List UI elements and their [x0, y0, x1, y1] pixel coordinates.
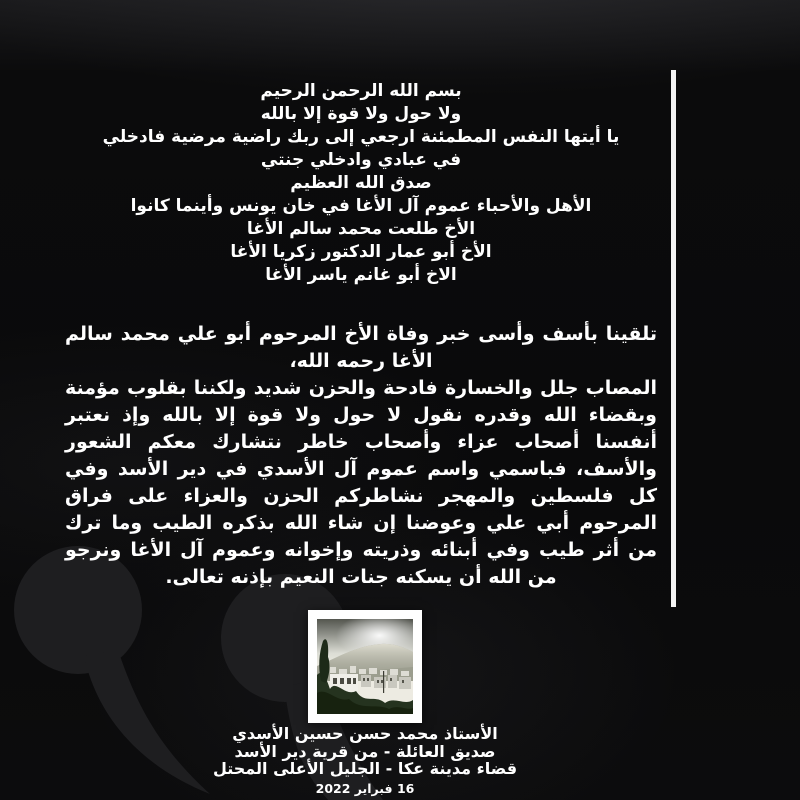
text-line: يا أيتها النفس المطمئنة ارجعي إلى ربك راضية مرضية فادخلي [102, 127, 620, 147]
signer-relation: صديق العائلة - من قرية دير الأسد [234, 741, 496, 761]
text-line: الأخ طلعت محمد سالم الأغا [246, 219, 476, 239]
quote-vertical-bar [671, 70, 676, 607]
text-line: صدق الله العظيم [290, 173, 432, 193]
condolence-intro-paragraph: تلقينا بأسف وأسى خبر وفاة الأخ المرحوم أبو علي محمد سالم الأغا رحمه الله، [65, 323, 657, 372]
text-line: بسم الله الرحمن الرحيم [260, 81, 462, 101]
quran-verse-block [65, 80, 657, 195]
signer-location: قضاء مدينة عكا - الجليل الأعلى المحتل [212, 759, 518, 778]
condolence-paragraphs [65, 321, 657, 591]
text-line: في عبادي وادخلي جنتي [260, 150, 462, 170]
memorial-photo [308, 610, 422, 723]
text-line: الاخ أبو غانم ياسر الأغا [265, 265, 457, 285]
date-line: 16 فبراير 2022 [315, 780, 415, 796]
signature-block [165, 725, 565, 796]
condolence-body-paragraph: المصاب جلل والخسارة فادحة والحزن شديد ولكننا بقلوب مؤمنة وبقضاء الله وقدره نقول لا حول ولا قوة إلا بالله وإذ نعتبر أنفسنا أصحاب عزاء وأصحاب خاطر نتشارك معكم الشعور والأسف، فباسمي واسم عموم آل الأسدي في دير الأسد وفي كل فلسطين والمهجر نشاطركم الحزن والعزاء على فراق المرحوم أبي علي وعوضنا إن شاء الله بذكره الطيب وما ترك من أثر طيب وفي أبنائه وذريته وإخوانه وعموم آل الأغا ونرجو من الله أن يسكنه جنات النعيم بإذنه تعالى. [65, 377, 657, 588]
text-line: الأهل والأحباء عموم آل الأغا في خان يونس وأينما كانوا [130, 196, 592, 216]
text-line: الأخ أبو عمار الدكتور زكريا الأغا [230, 242, 492, 262]
text-line: ولا حول ولا قوة إلا بالله [260, 104, 462, 124]
signer-name: الأستاذ محمد حسن حسين الأسدي [232, 724, 498, 743]
addressees-block [65, 195, 657, 287]
village-photo-illustration [317, 619, 413, 714]
condolence-text-column [65, 80, 657, 591]
